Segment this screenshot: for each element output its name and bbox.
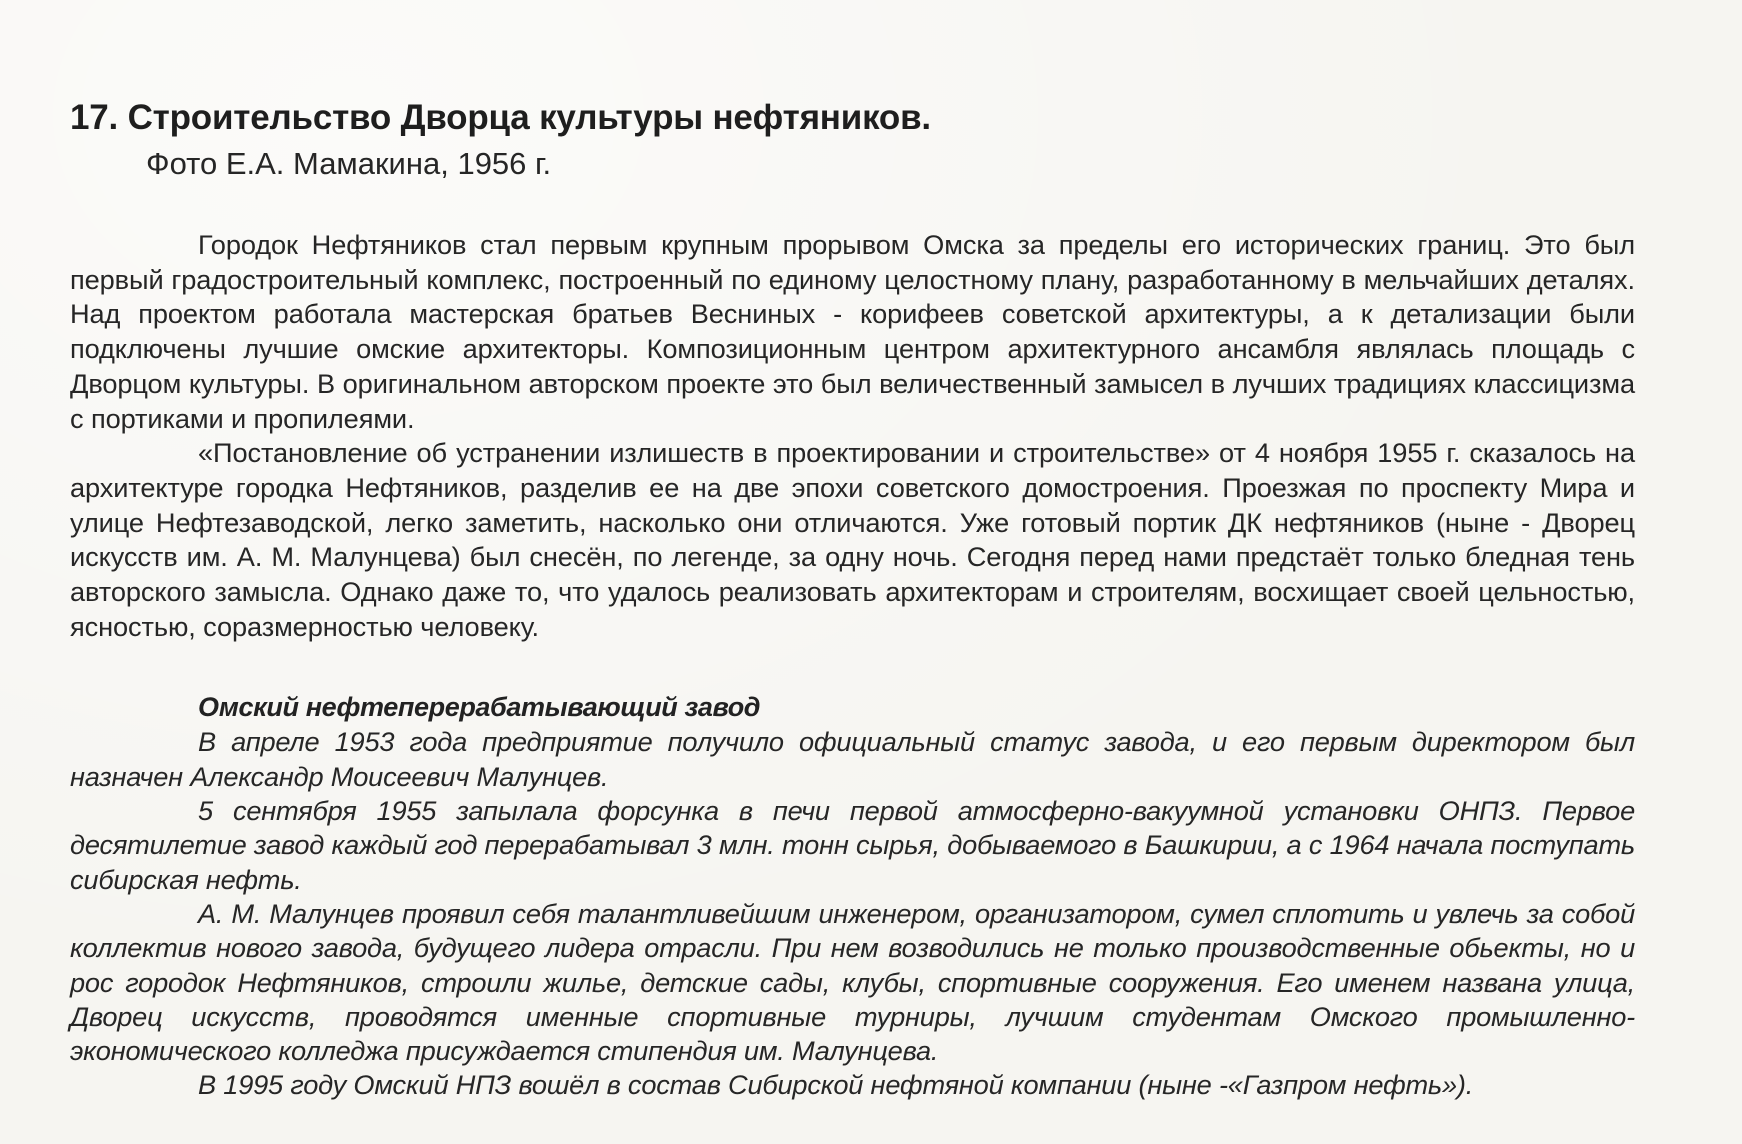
section-paragraph: 5 сентября 1955 запылала форсунка в печи первой атмосферно-вакуумной установки ОНПЗ. Первое десятилетие завод каждый год перерабатывал 3 млн. тонн сырья, добываемого в Башкирии, а с 1964 начала поступать сибирская нефть.	[70, 795, 1635, 895]
document-title: 17. Строительство Дворца культуры нефтяников.	[70, 98, 931, 137]
refinery-section	[70, 690, 1635, 1102]
photo-credit: Фото Е.А. Мамакина, 1956 г.	[146, 146, 552, 181]
section-paragraph: В апреле 1953 года предприятие получило официальный статус завода, и его первым директором был назначен Александр Моисеевич Малунцев.	[70, 726, 1635, 792]
document-content	[70, 96, 1635, 1103]
paragraph: Городок Нефтяников стал первым крупным прорывом Омска за пределы его исторических границ. Это был первый градостроительный комплекс, построенный по единому целостному плану, разработанному в мельчайших деталях. Над проектом работала мастерская братьев Весниных - корифеев советской архитектуры, а к детализации были подключены лучшие омские архитекторы. Композиционным центром архитектурного ансамбля являлась площадь с Дворцом культуры. В оригинальном авторском проекте это был величественный замысел в лучших традициях классицизма с портиками и пропилеями.	[70, 229, 1635, 434]
section-paragraph: В 1995 году Омский НПЗ вошёл в состав Сибирской нефтяной компании (ныне -«Газпром нефть»).	[198, 1069, 1474, 1101]
section-paragraph: А. М. Малунцев проявил себя талантливейшим инженером, организатором, сумел сплотить и увлечь за собой коллектив нового завода, будущего лидера отрасли. При нем возводились не только производственные обьекты, но и рос городок Нефтяников, строили жилье, детские сады, клубы, спортивные сооружения. Его именем названа улица, Дворец искусств, проводятся именные спортивные турниры, лучшим студентам Омского промышленно-экономического колледжа присуждается стипендия им. Малунцева.	[70, 897, 1635, 1067]
paragraph: «Постановление об устранении излишеств в проектировании и строительстве» от 4 ноября 1955 г. сказалось на архитектуре городка Нефтяников, разделив ее на две эпохи советского домостроения. Проезжая по проспекту Мира и улице Нефтезаводской, легко заметить, насколько они отличаются. Уже готовый портик ДК нефтяников (ныне - Дворец искусств им. А. М. Малунцева) был снесён, по легенде, за одну ночь. Сегодня перед нами предстаёт только бледная тень авторского замысла. Однако даже то, что удалось реализовать архитекторам и строителям, восхищает своей цельностью, ясностью, соразмерностью человеку.	[70, 437, 1635, 642]
section-heading: Омский нефтеперерабатывающий завод	[198, 692, 761, 723]
main-text	[70, 228, 1635, 644]
